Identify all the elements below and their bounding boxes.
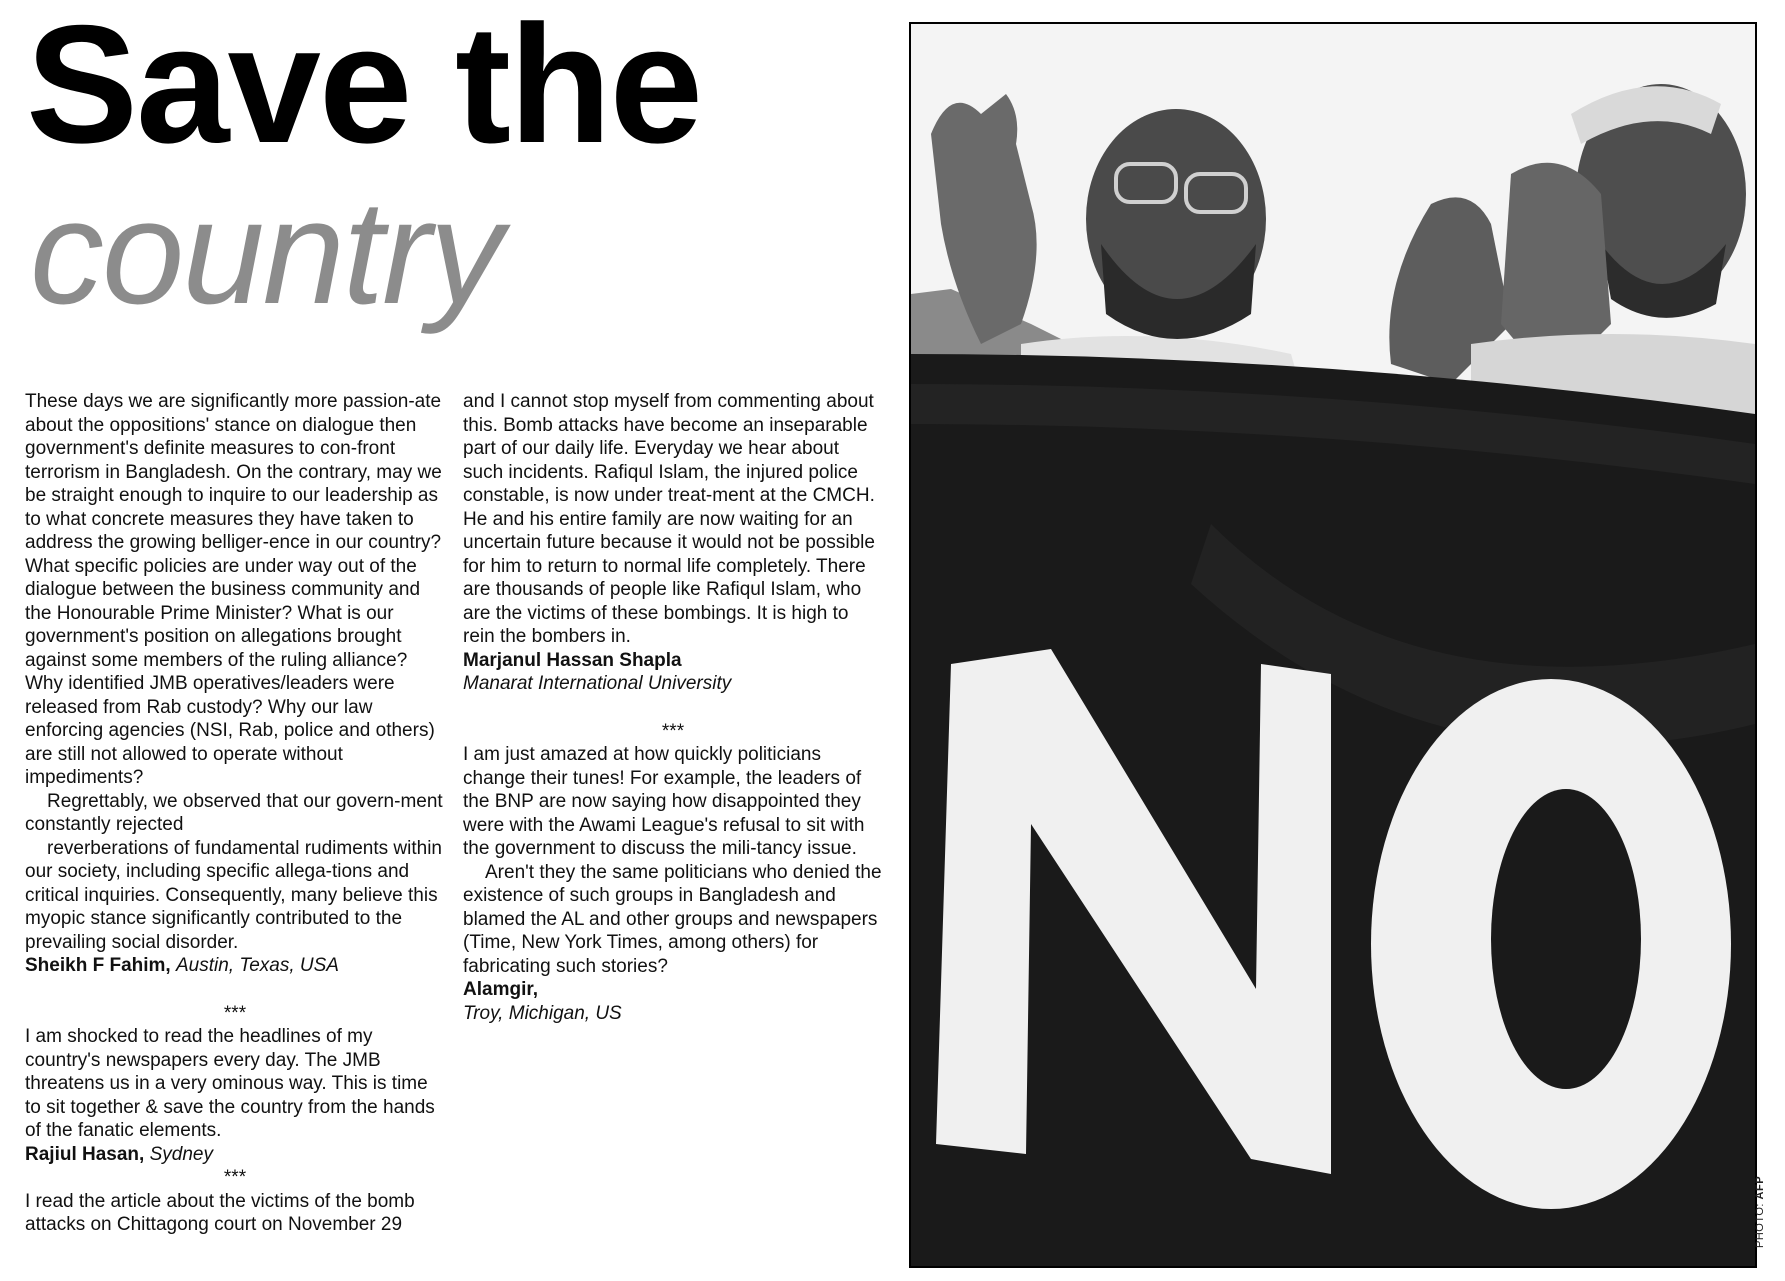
letter1-paragraph2a: Regrettably, we observed that our govern-ment constantly rejected [25,790,443,835]
headline-line1: Save the [26,0,702,178]
photo-credit [1754,1176,1766,1248]
letter2-location: Sydney [149,1143,213,1165]
letter1-paragraph2b: reverberations of fundamental rudiments within our society, including specific allega-tions and critical inquiries. Consequently, many believe this myopic stance significantly contributed to the prevailing social disorder. [25,837,442,953]
letters-column-middle [463,390,883,1025]
photo-credit-agency: AFP [1754,1175,1766,1200]
separator-2: *** [223,1167,247,1188]
letter4-paragraph1: I am just amazed at how quickly politicians change their tunes! For example, the leaders of the BNP are now saying how disappointed they were with the Awami League's refusal to sit with the government to discuss the mili-tancy issue. [463,744,865,859]
separator-3: *** [661,720,685,742]
letter3-author: Marjanul Hassan Shapla [463,649,682,671]
letter3-paragraph2: and I cannot stop myself from commenting about this. Bomb attacks have become an inseparable part of our daily life. Everyday we hear about such incidents. Rafiqul Islam, the injured police constable, is now under treat-ment at the CMCH. He and his entire family are now waiting for an uncertain future because it would not be possible for him to return to normal life completely. There are thousands of people like Rafiqul Islam, who are the victims of these bombings. It is high to rein the bombers in. [463,391,875,647]
letter1-location: Austin, Texas, USA [175,955,339,976]
photo-credit-prefix: PHOTO: [1754,1203,1766,1248]
letter4-paragraph2: Aren't they the same politicians who denied the existence of such groups in Bangladesh and blamed the AL and other groups and newspapers (Time, New York Times, among others) for fabricating such stories? [463,861,882,977]
protest-photo [909,22,1757,1268]
letter1-paragraph1: These days we are significantly more passion-ate about the oppositions' stance on dialogue then government's definite measures to con-front terrorism in Bangladesh. On the contrary, may we be straight enough to inquire to our leadership as to what concrete measures they have taken to address the growing belliger-ence in our country? What specific policies are under way out of the dialogue between the business community and the Honourable Prime Minister? What is our government's position on allegations brought against some members of the ruling alliance? Why identified JMB operatives/leaders were released from Rab custody? Why our law enforcing agencies (NSI, Rab, police and others) are still not allowed to operate without impediments? [25,391,442,788]
letters-column-left [25,390,445,1237]
letter2-author: Rajiul Hasan, [25,1143,145,1165]
letter2-paragraph1: I am shocked to read the headlines of my country's newspapers every day. The JMB threatens us in a very ominous way. This is time to sit together & save the country from the hands of the fanatic elements. [25,1026,435,1141]
protest-photo-illustration [911,24,1755,1266]
letter1-signature [25,954,445,978]
headline-line2: country [30,170,502,335]
letter3-location: Manarat International University [463,673,732,694]
separator-1: *** [223,1002,247,1024]
letter2-signature [25,1143,445,1167]
letter4-location: Troy, Michigan, US [463,1002,622,1024]
letter3-paragraph1: I read the article about the victims of the bomb attacks on Chittagong court on November 29 [25,1190,415,1235]
letter1-author: Sheikh F Fahim, [25,955,171,976]
letter4-author: Alamgir, [463,979,538,1000]
